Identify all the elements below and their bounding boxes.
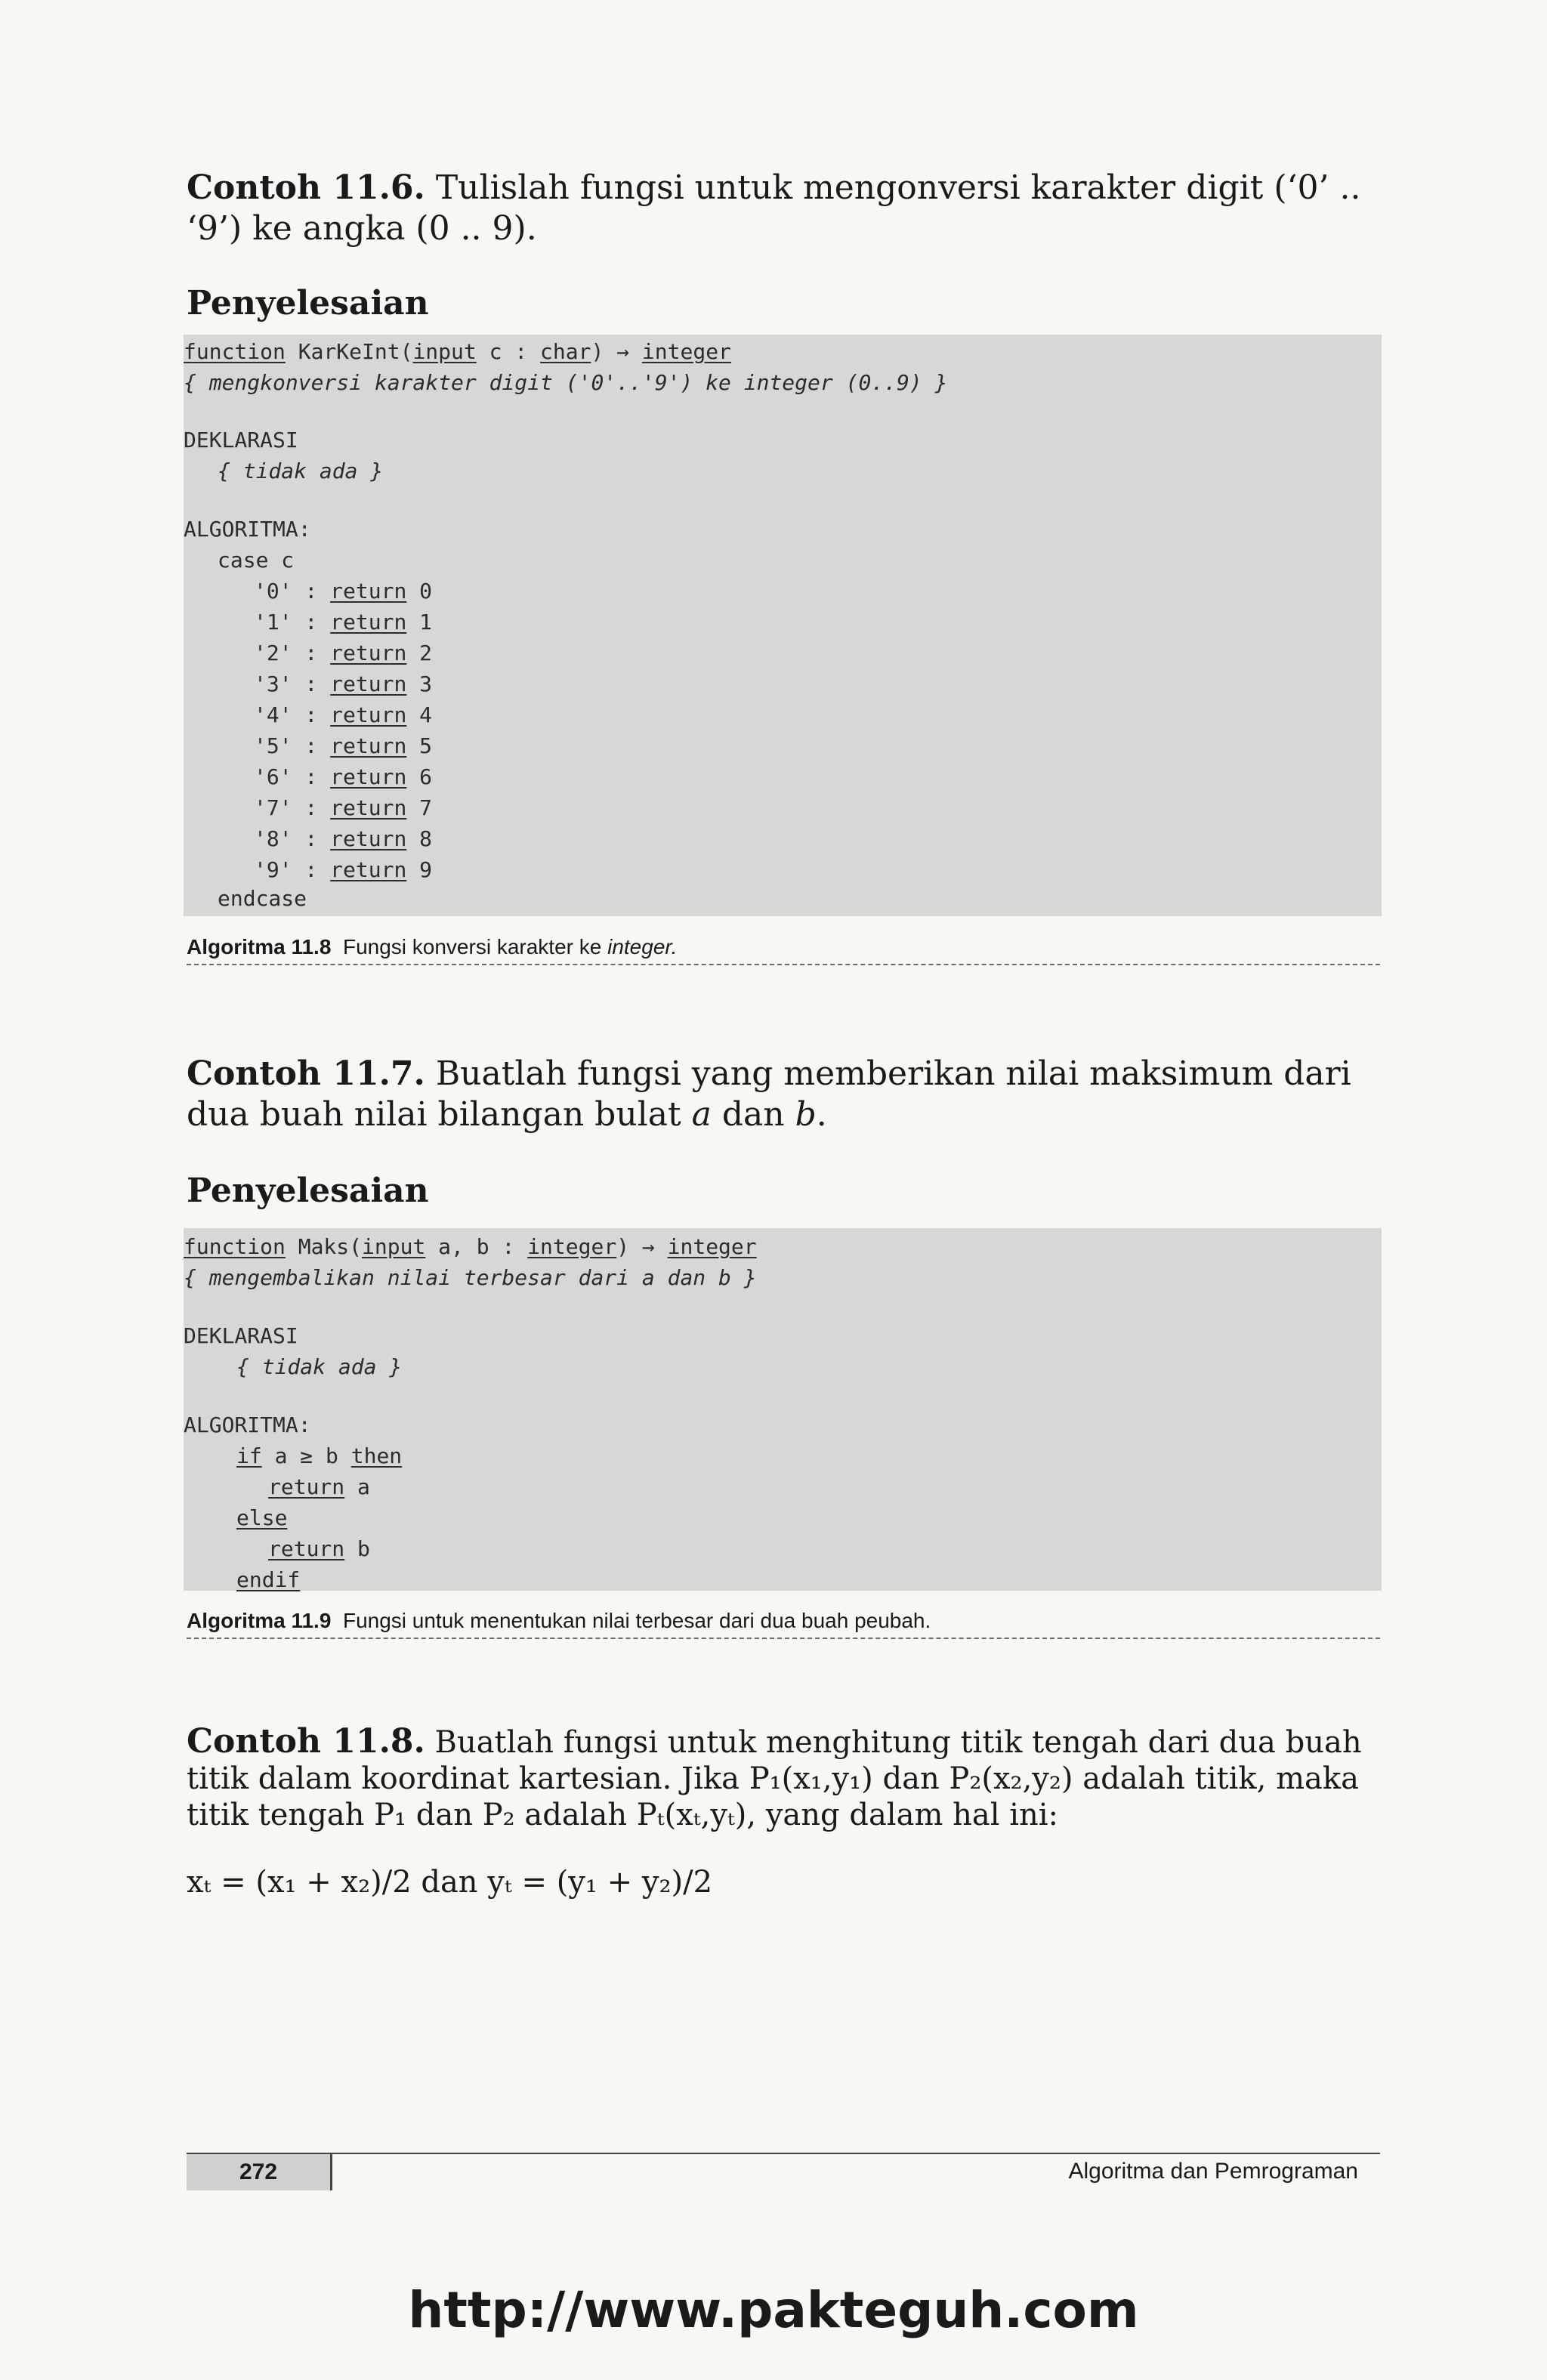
code-algoritma: ALGORITMA: bbox=[184, 517, 311, 542]
code-block-maks bbox=[184, 1228, 1382, 1591]
code-declaration-none: { tidak ada } bbox=[218, 458, 384, 483]
code-case-line: '5' : return 5 bbox=[254, 733, 433, 758]
and-text: dan bbox=[711, 1095, 795, 1134]
code-deklarasi: DEKLARASI bbox=[184, 428, 298, 452]
code-case: case c bbox=[218, 548, 295, 573]
page-number-divider bbox=[330, 2154, 332, 2190]
footer-rule bbox=[187, 2153, 1380, 2154]
code-algoritma: ALGORITMA: bbox=[184, 1412, 311, 1437]
example-label: Contoh 11.6. bbox=[187, 168, 425, 207]
code-case-line: '6' : return 6 bbox=[254, 764, 433, 789]
code-comment: { mengembalikan nilai terbesar dari a dan b } bbox=[184, 1265, 757, 1290]
code-signature: function Maks(input a, b : integer) → integer bbox=[184, 1234, 757, 1259]
code-block-karkeint bbox=[184, 335, 1382, 916]
example-text: Tulislah fungsi untuk mengonversi karakter digit (‘0’ .. ‘9’) ke angka (0 .. 9). bbox=[187, 168, 1361, 248]
code-return-a: return a bbox=[268, 1474, 370, 1499]
code-case-line: '3' : return 3 bbox=[254, 671, 433, 696]
code-return-b: return b bbox=[268, 1536, 370, 1561]
var-a: a bbox=[691, 1095, 712, 1134]
example-label: Contoh 11.7. bbox=[187, 1054, 425, 1093]
example-text: Buatlah fungsi yang memberikan nilai maksimum dari dua buah nilai bilangan bulat bbox=[187, 1054, 1351, 1134]
page-number: 272 bbox=[187, 2154, 330, 2190]
example-line-2: titik dalam koordinat kartesian. Jika P₁(x₁,y₁) dan P₂(x₂,y₂) adalah titik, maka bbox=[187, 1761, 1359, 1796]
code-comment: { mengkonversi karakter digit ('0'..'9') ke integer (0..9) } bbox=[184, 370, 948, 395]
example-line-3: titik tengah P₁ dan P₂ adalah Pₜ(xₜ,yₜ), yang dalam hal ini: bbox=[187, 1798, 1059, 1832]
period: . bbox=[816, 1095, 827, 1134]
caption-text: Fungsi konversi karakter ke bbox=[342, 935, 608, 958]
caption-label: Algoritma 11.8 bbox=[187, 935, 332, 958]
example-line-1 bbox=[187, 1724, 1380, 1761]
code-case-line: '1' : return 1 bbox=[254, 610, 433, 634]
line1-text: Buatlah fungsi untuk menghitung titik tengah dari dua buah bbox=[434, 1725, 1362, 1760]
code-case-line: '2' : return 2 bbox=[254, 641, 433, 665]
code-declaration-none: { tidak ada } bbox=[236, 1354, 403, 1379]
code-case-line: '0' : return 0 bbox=[254, 579, 433, 603]
code-else: else bbox=[236, 1505, 288, 1530]
caption-label: Algoritma 11.9 bbox=[187, 1609, 332, 1632]
var-b: b bbox=[795, 1095, 817, 1134]
example-11-7-statement bbox=[187, 1054, 1380, 1135]
example-label: Contoh 11.8. bbox=[187, 1722, 425, 1761]
caption-text: Fungsi untuk menentukan nilai terbesar dari dua buah peubah. bbox=[342, 1609, 931, 1632]
code-endif: endif bbox=[236, 1567, 301, 1592]
example-11-8-statement bbox=[187, 1724, 1380, 1833]
caption-algoritma-11-9 bbox=[187, 1609, 1380, 1639]
website-url[interactable]: http://www.pakteguh.com bbox=[408, 2281, 1139, 2339]
caption-algoritma-11-8 bbox=[187, 935, 1380, 965]
code-case-line: '7' : return 7 bbox=[254, 795, 433, 820]
solution-heading: Penyelesaian bbox=[187, 1171, 429, 1210]
code-endcase: endcase bbox=[218, 886, 307, 911]
midpoint-formula: xₜ = (x₁ + x₂)/2 dan yₜ = (y₁ + y₂)/2 bbox=[187, 1865, 713, 1900]
code-case-line: '9' : return 9 bbox=[254, 857, 433, 882]
example-11-6-statement bbox=[187, 168, 1380, 249]
code-case-line: '8' : return 8 bbox=[254, 826, 433, 851]
code-signature: function KarKeInt(input c : char) → integer bbox=[184, 339, 731, 364]
caption-italic: integer. bbox=[607, 935, 678, 958]
code-deklarasi: DEKLARASI bbox=[184, 1323, 298, 1348]
book-title: Algoritma dan Pemrograman bbox=[1068, 2159, 1358, 2184]
code-if: if a ≥ b then bbox=[236, 1443, 403, 1468]
code-case-line: '4' : return 4 bbox=[254, 702, 433, 727]
solution-heading: Penyelesaian bbox=[187, 284, 429, 323]
